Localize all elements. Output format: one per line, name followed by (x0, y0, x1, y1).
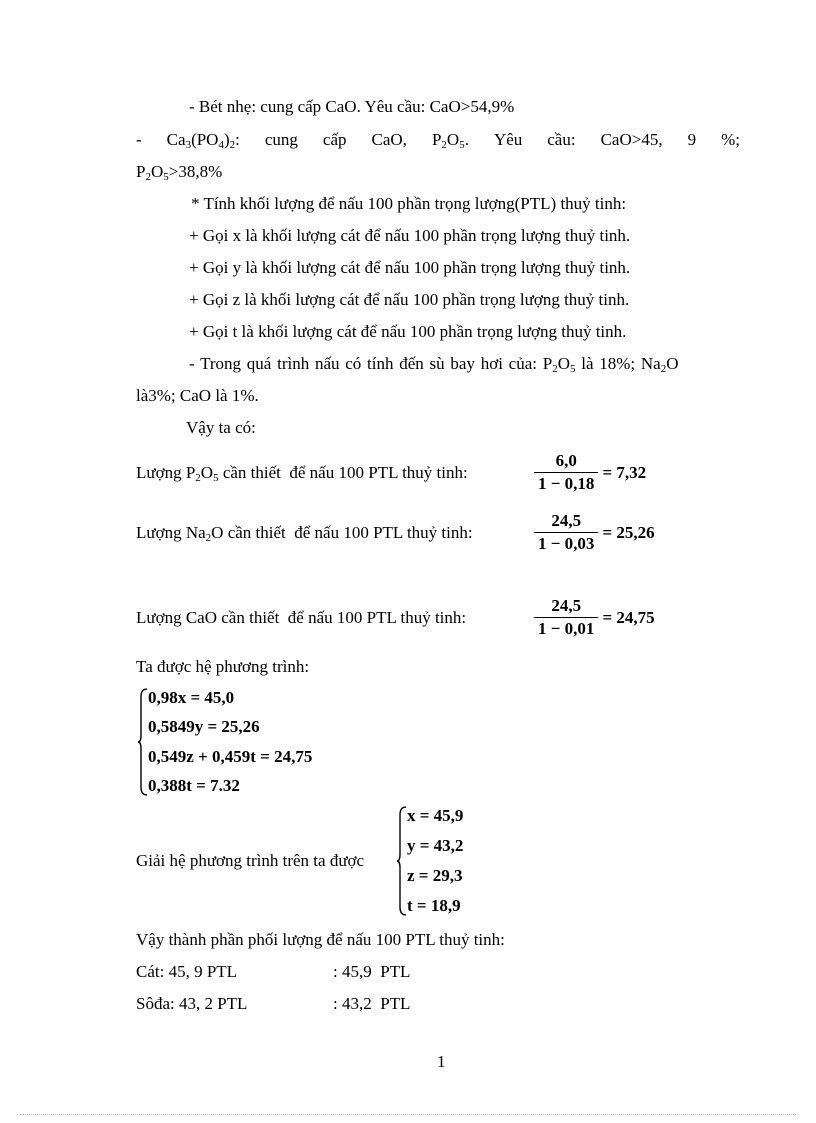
fraction-denominator: 1 − 0,18 (538, 474, 595, 493)
amount-label-p2o5 (136, 463, 468, 483)
fraction-denominator: 1 − 0,01 (538, 619, 595, 638)
word: Yêu (493, 130, 523, 149)
composition-row-soda (136, 994, 247, 1014)
text-line-goi-t (189, 322, 626, 342)
amount-label: Lượng $P_2O_5$ cần thiết để nấu 100 PTL thuỷ tinh: (136, 463, 468, 484)
fraction-cao (534, 596, 655, 639)
word: - (136, 130, 142, 149)
solution-line: y = 43,2 (407, 836, 464, 855)
bay-hoi-content: - Trong quá trình nấu có tính đến sù bay hơi của: $P_2O_5$ là 18%; $Na_2O$ (189, 354, 679, 375)
composition-row-cat (136, 962, 237, 982)
fraction-numerator: 24,5 (551, 511, 582, 530)
fraction-na2o (534, 511, 655, 554)
system-heading-text: Ta được hệ phương trình: (136, 657, 310, 676)
equation-line: 0,98x = 45,0 (148, 688, 235, 707)
composition-value: : 45,9 PTL (333, 962, 411, 981)
word-ca3po42: $Ca_3(PO_4)_2$: (166, 130, 240, 151)
composition-name: Cát: 45, 9 PTL (136, 962, 238, 981)
solution-system (397, 806, 463, 916)
fraction-p2o5 (534, 451, 646, 494)
left-brace-icon (397, 806, 407, 916)
word: cầu: (547, 130, 576, 149)
composition-value-soda (333, 994, 410, 1014)
word-p2o5: $P_2O_5$. (431, 130, 469, 151)
text-line-tinh-khoi-luong (191, 194, 626, 214)
composition-value-cat (333, 962, 410, 982)
p2o5-requirement: $P_2O_5>38,8\%$ (136, 162, 223, 183)
text-line-bay-hoi (189, 354, 740, 374)
system-heading (136, 657, 309, 677)
word: CaO>45, (600, 130, 663, 149)
fraction-denominator: 1 − 0,03 (538, 534, 595, 553)
equation-line: 0,5849y = 25,26 (148, 717, 260, 737)
text-line-content: + Gọi x là khối lượng cát để nấu 100 phần trọng lượng thuỷ tinh. (189, 226, 631, 245)
page-number (437, 1052, 446, 1072)
solution-line: x = 45,9 (407, 806, 464, 825)
composition-heading-text: Vậy thành phần phối lượng để nấu 100 PTL thuỷ tinh: (136, 930, 505, 949)
fraction-numerator: 24,5 (551, 596, 582, 615)
text-line-content: + Gọi y là khối lượng cát để nấu 100 phần trọng lượng thuỷ tinh. (189, 258, 631, 277)
left-brace-icon (138, 688, 148, 796)
page-number-text: 1 (437, 1052, 446, 1071)
equation-line: 0,388t = 7.32 (148, 775, 240, 795)
fraction-result: = 24,75 (602, 607, 655, 627)
solution-label (136, 851, 364, 871)
page-bottom-divider (20, 1114, 796, 1115)
composition-value: : 43,2 PTL (333, 994, 411, 1013)
text-line-bet-nhe (189, 97, 514, 117)
word: cung (264, 130, 298, 149)
fraction-result: = 7,32 (602, 462, 647, 482)
equation-line: 0,549z + 0,459t = 24,75 (148, 746, 313, 766)
fraction-numerator: 6,0 (555, 451, 577, 470)
word: CaO, (371, 130, 407, 149)
amount-label-cao (136, 608, 466, 628)
text-line-goi-y (189, 258, 630, 278)
text-line-ca3po4 (136, 130, 740, 150)
solution-line: z = 29,3 (407, 866, 463, 885)
text-line-goi-z (189, 290, 629, 310)
text-line-content: * Tính khối lượng để nấu 100 phần trọng lượng(PTL) thuỷ tinh: (191, 194, 627, 213)
text-line-content: + Gọi t là khối lượng cát để nấu 100 phần trọng lượng thuỷ tinh. (189, 322, 627, 341)
text-line-p2o5-requirement (136, 162, 222, 182)
text-line-content: là3%; CaO là 1%. (136, 386, 259, 405)
solution-label-text: Giải hệ phương trình trên ta được (136, 851, 365, 870)
fraction-result: = 25,26 (602, 522, 655, 542)
amount-label: Lượng $Na_2O$ cần thiết để nấu 100 PTL thuỷ tinh: (136, 523, 473, 544)
amount-label-na2o (136, 523, 473, 543)
amount-label: Lượng CaO cần thiết để nấu 100 PTL thuỷ tinh: (136, 608, 467, 627)
text-line-ti-le (136, 386, 259, 406)
word: 9 (687, 130, 697, 149)
text-line-content: + Gọi z là khối lượng cát để nấu 100 phần trọng lượng thuỷ tinh. (189, 290, 630, 309)
solution-line: t = 18,9 (407, 896, 461, 915)
composition-heading (136, 930, 505, 950)
text-line-vay-ta-co (186, 418, 256, 438)
word: %; (721, 130, 740, 149)
text-line-bet-nhe-content: - Bét nhẹ: cung cấp CaO. Yêu cầu: CaO>54,9% (189, 97, 515, 116)
text-line-goi-x (189, 226, 630, 246)
text-line-content: Vậy ta có: (186, 418, 256, 437)
equation-system (138, 688, 312, 796)
word: cấp (322, 130, 347, 149)
composition-name: Sôđa: 43, 2 PTL (136, 994, 248, 1013)
